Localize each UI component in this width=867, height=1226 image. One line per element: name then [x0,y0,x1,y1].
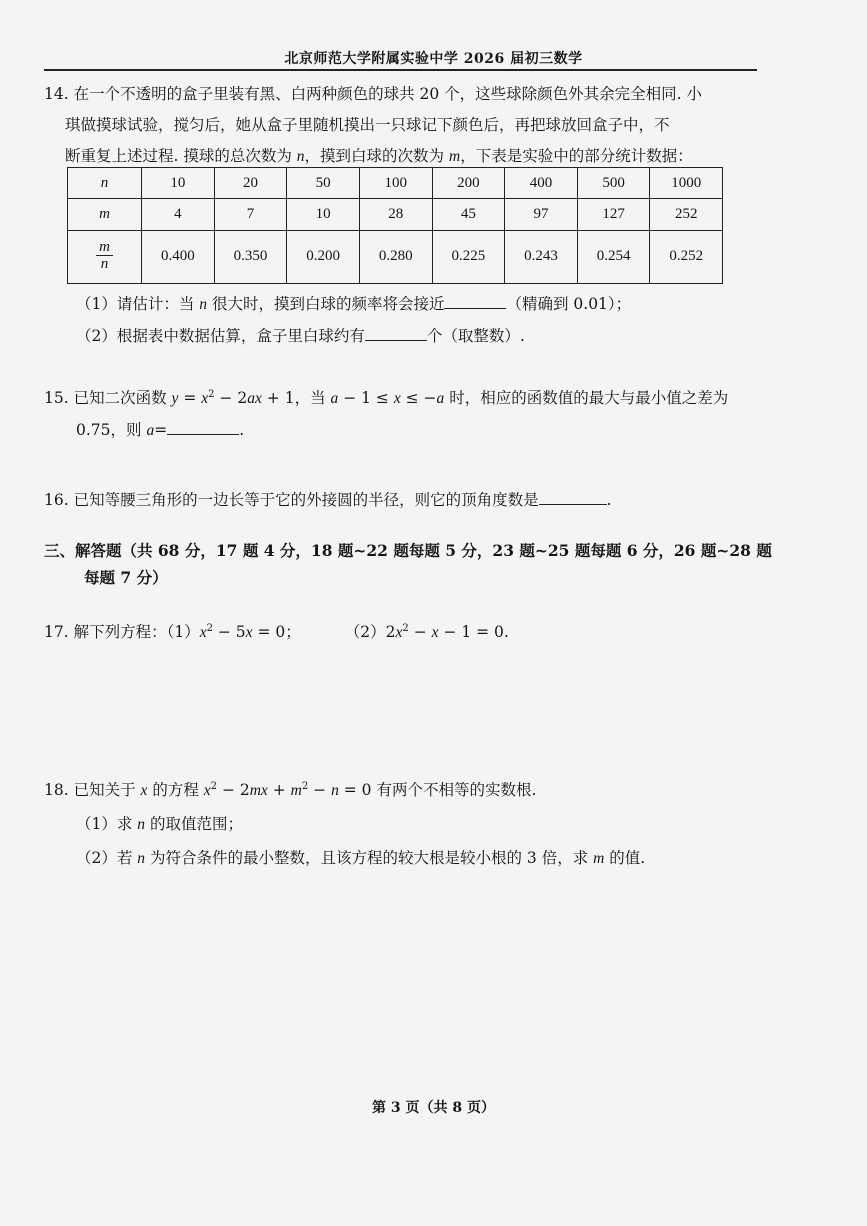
page-number: 第 3 页（共 8 页） [372,1100,495,1116]
section-3-heading: 三、解答题（共 68 分，17 题 4 分，18 题~22 题每题 5 分，23 题~25 题每题 6 分，26 题~28 题 [44,541,772,560]
q14-sub1: （1）请估计：当 n 很大时，摸到白球的频率将会接近 （精确到 0.01）； [76,295,632,313]
section-3-heading-cont: 每题 7 分） [84,568,168,587]
table-row-ratio [68,230,723,283]
fraction-m-over-n: $\frac{m}{n}$ [96,240,113,271]
ratio-cell: 0.200 [287,230,360,283]
table-row-n [68,168,723,199]
ratio-cell: 0.225 [432,230,505,283]
q14-stats-table [67,167,723,284]
answer-blank[interactable] [167,420,239,435]
m-cell: 45 [432,199,505,230]
answer-blank[interactable] [365,326,427,341]
m-cell: 7 [214,199,287,230]
m-cell: 28 [359,199,432,230]
answer-blank[interactable] [444,294,506,309]
q14-sub2: （2）根据表中数据估算，盒子里白球约有 个（取整数）. [76,327,525,345]
q14-line-1: 14. 在一个不透明的盒子里装有黑、白两种颜色的球共 20 个，这些球除颜色外其余完全相同. 小 [44,85,703,103]
ratio-cell: 0.280 [359,230,432,283]
n-cell: 400 [505,168,578,199]
ratio-cell: 0.400 [142,230,215,283]
n-cell: 100 [359,168,432,199]
ratio-cell: 0.243 [505,230,578,283]
m-cell: 10 [287,199,360,230]
table-row-m [68,199,723,230]
n-cell: 200 [432,168,505,199]
q18-sub1: （1）求 n 的取值范围； [76,815,243,833]
m-cell: 97 [505,199,578,230]
n-cell: 50 [287,168,360,199]
q15-line-1: 15. 已知二次函数 $y = x^2 - 2ax + 1$，当 a − 1 ≤ x ≤ −a 时，相应的函数值的最大与最小值之差为 [44,389,729,407]
q16-line: 16. 已知等腰三角形的一边长等于它的外接圆的半径，则它的顶角度数是 . [44,491,612,509]
row-label-n: n [68,168,142,199]
header-rule [44,69,757,71]
page-header: 北京师范大学附属实验中学 2026 届初三数学 [284,51,583,67]
ratio-cell: 0.350 [214,230,287,283]
q18-sub2: （2）若 n 为符合条件的最小整数，且该方程的较大根是较小根的 3 倍，求 m 的值. [76,849,646,867]
q14-line-3: 断重复上述过程. 摸球的总次数为 n，摸到白球的次数为 m，下表是实验中的部分统计数据： [65,147,693,165]
row-label-m: m [68,199,142,230]
answer-blank[interactable] [539,490,607,505]
n-cell: 500 [577,168,650,199]
q17-line: 17. 解下列方程：$(1)x^2 - 5x = 0$； $(2)2x^2 - x - 1 = 0$. [44,623,509,641]
q14-line-2: 琪做摸球试验，搅匀后，她从盒子里随机摸出一只球记下颜色后，再把球放回盒子中，不 [65,116,670,134]
n-cell: 10 [142,168,215,199]
row-label-ratio [68,230,142,283]
q15-line-2: 0.75，则 a= . [76,421,245,439]
m-cell: 4 [142,199,215,230]
m-cell: 252 [650,199,723,230]
ratio-cell: 0.252 [650,230,723,283]
n-cell: 1000 [650,168,723,199]
ratio-cell: 0.254 [577,230,650,283]
n-cell: 20 [214,168,287,199]
m-cell: 127 [577,199,650,230]
q18-line-1: 18. 已知关于 x 的方程 $x^2 - 2mx + m^2 - n = 0$ 有两个不相等的实数根. [44,781,537,799]
